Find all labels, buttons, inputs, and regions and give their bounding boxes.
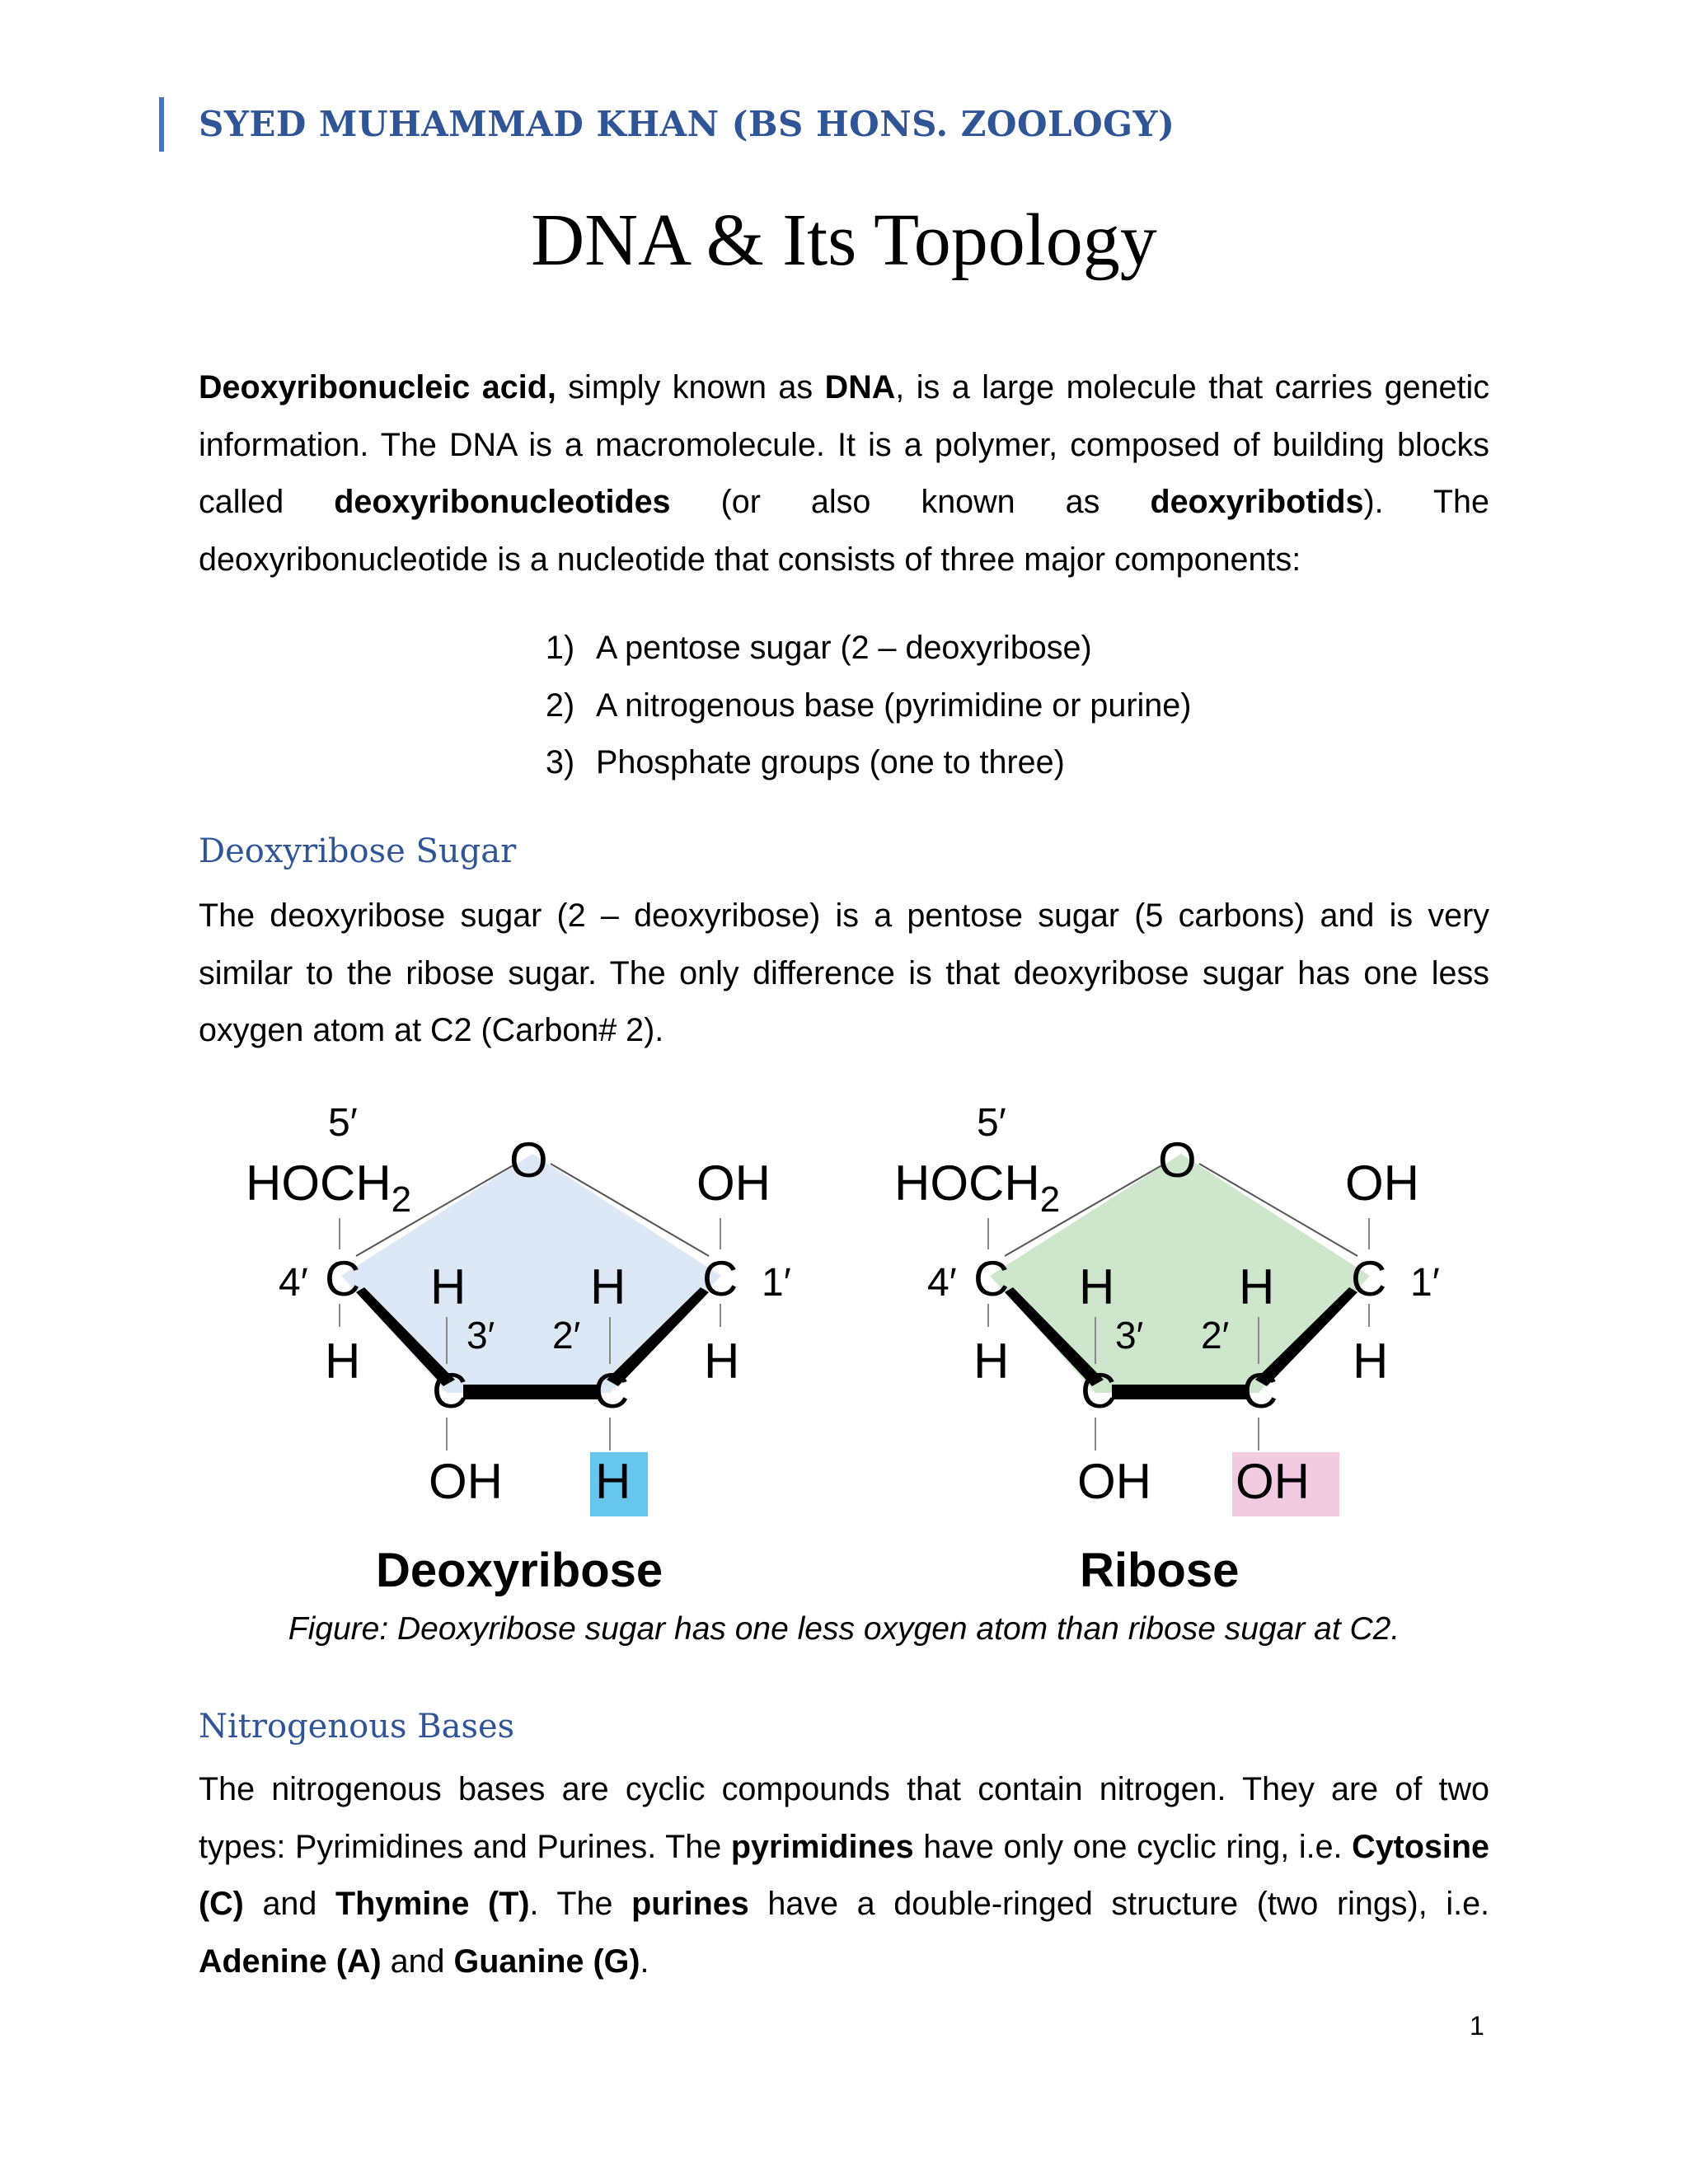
svg-text:4′: 4′ <box>927 1261 957 1305</box>
page-number: 1 <box>1470 2011 1484 2041</box>
svg-text:O: O <box>1158 1132 1197 1188</box>
section-heading-deoxyribose-sugar: Deoxyribose Sugar <box>199 832 517 870</box>
svg-text:C: C <box>1242 1363 1278 1418</box>
svg-text:HOCH2: $HOCH_2$ <box>894 1155 1061 1220</box>
svg-text:H: H <box>973 1333 1010 1389</box>
svg-text:2′: 2′ <box>1201 1314 1230 1357</box>
deoxyribose-name: Deoxyribose <box>376 1544 663 1597</box>
label-4-prime: 4′ <box>279 1261 308 1305</box>
page-title: DNA & Its Topology <box>531 199 1157 281</box>
deoxyribose-structure <box>246 1101 791 1597</box>
ribose-structure <box>894 1101 1440 1597</box>
term-deoxyribotids: deoxyribotids <box>1150 484 1364 520</box>
term-dna: DNA <box>824 369 896 405</box>
label-c3-oh: OH <box>429 1454 503 1509</box>
figure-caption: Figure: Deoxyribose sugar has one less oxygen atom than ribose sugar at C2. <box>288 1611 1400 1647</box>
label-c1-h: H <box>704 1333 740 1389</box>
svg-text:C: C <box>1351 1251 1387 1306</box>
svg-text:C: C <box>1081 1363 1117 1418</box>
label-c4-h: H <box>325 1333 361 1389</box>
label-c1: C <box>702 1251 738 1306</box>
header-accent-bar <box>159 97 164 152</box>
list-item: 1) A pentose sugar (2 – deoxyribose) <box>546 630 1092 666</box>
label-c1-oh: OH <box>696 1155 771 1211</box>
svg-text:OH: OH <box>1077 1454 1151 1509</box>
sugar-structures-figure <box>223 1080 1508 1607</box>
author-header: SYED MUHAMMAD KHAN (BS HONS. ZOOLOGY) <box>199 104 1175 144</box>
term-deoxyribonucleotides: deoxyribonucleotides <box>334 484 671 520</box>
svg-text:H: H <box>1353 1333 1389 1389</box>
label-c2-h: H <box>590 1259 626 1315</box>
deoxyribose-paragraph: The deoxyribose sugar (2 – deoxyribose) is a pentose sugar (5 carbons) and is very similar to the ribose sugar. The only difference is that deoxyribose sugar has one less oxygen atom at C2 (Carbon# 2). <box>199 898 1489 1048</box>
components-list <box>546 620 1191 792</box>
nitrogenous-bases-paragraph: The nitrogenous bases are cyclic compounds that contain nitrogen. They are of two types: Pyrimidines and Purines. The pyrimidines have only one cyclic ring, i.e. Cytosine (C) and Thymine (T). The purines have a double-ringed structure (two rings), i.e. Adenine (A) and Guanine (G). <box>199 1771 1490 1980</box>
list-item: 3) Phosphate groups (one to three) <box>546 744 1065 780</box>
term-deoxyribonucleic-acid: Deoxyribonucleic acid, <box>199 369 556 405</box>
svg-text:C: C <box>973 1251 1010 1306</box>
label-2-prime: 2′ <box>552 1314 581 1357</box>
svg-text:OH: OH <box>1345 1155 1419 1211</box>
label-c3-h: H <box>430 1259 467 1315</box>
label-1-prime: 1′ <box>762 1261 791 1305</box>
label-5-prime: 5′ <box>328 1101 358 1145</box>
label-c2-group: H <box>595 1454 631 1509</box>
list-item: 2) A nitrogenous base (pyrimidine or purine) <box>546 687 1192 724</box>
label-3-prime: 3′ <box>467 1314 495 1357</box>
svg-text:5′: 5′ <box>977 1101 1006 1145</box>
bond-c3-c2 <box>463 1385 600 1399</box>
svg-text:H: H <box>1079 1259 1115 1315</box>
label-c4: C <box>325 1251 361 1306</box>
svg-text:H: H <box>1239 1259 1275 1315</box>
svg-text:3′: 3′ <box>1115 1314 1144 1357</box>
ribose-name: Ribose <box>1080 1544 1240 1597</box>
svg-text:1′: 1′ <box>1410 1261 1440 1305</box>
label-c2: C <box>593 1363 630 1418</box>
label-c3: C <box>432 1363 468 1418</box>
intro-paragraph: Deoxyribonucleic acid, simply known as DNA, is a large molecule that carries genetic information. The DNA is a macromolecule. It is a polymer, composed of building blocks called deoxyribonucleotides (or also known as deoxyribotids). The deoxyribonucleotide is a nucleotide that consists of three major components: <box>199 369 1489 578</box>
label-ring-oxygen: O <box>509 1132 548 1188</box>
label-c2-group: OH <box>1236 1454 1310 1509</box>
section-heading-nitrogenous-bases: Nitrogenous Bases <box>199 1708 515 1746</box>
label-hoch2: $HOCH_2$ <box>246 1155 412 1220</box>
